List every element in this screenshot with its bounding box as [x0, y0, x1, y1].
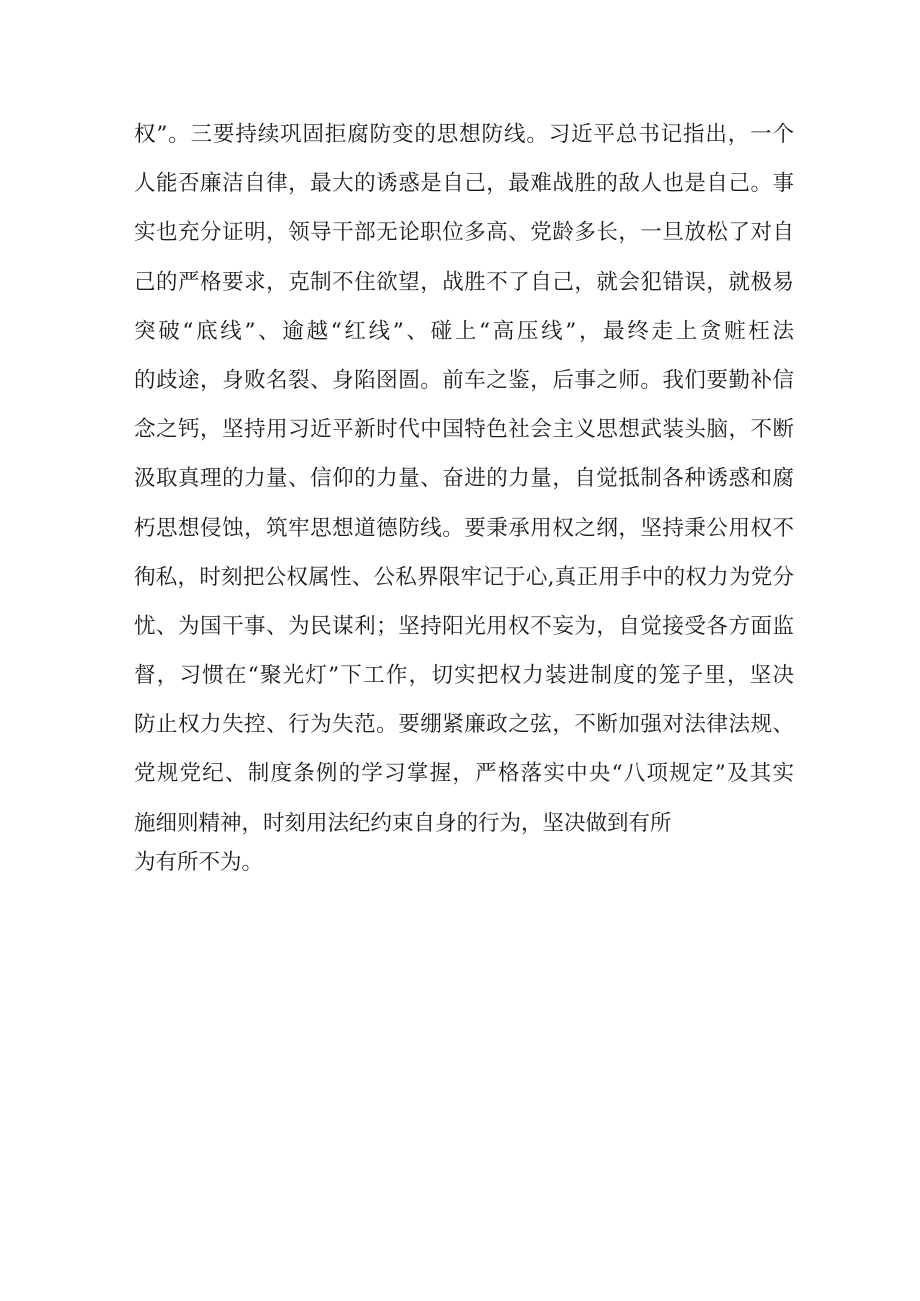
text-line: 念之钙，坚持用习近平新时代中国特色社会主义思想武装头脑，不断	[134, 417, 794, 443]
text-line: 汲取真理的力量、信仰的力量、奋进的力量，自觉抵制各种诱惑和腐	[134, 466, 794, 492]
text-line: 徇私，时刻把公权属性、公私界限牢记于心,真正用手中的权力为党分	[134, 564, 794, 590]
text-line: 的歧途，身败名裂、身陷囹圄。前车之鉴，后事之师。我们要勤补信	[134, 367, 794, 393]
text-line: 权”。三要持续巩固拒腐防变的思想防线。习近平总书记指出，一个	[134, 122, 794, 147]
text-line: 施细则精神，时刻用法纪约束自身的行为，坚决做到有所	[134, 810, 672, 836]
text-line: 为有所不为。	[134, 849, 264, 875]
text-line: 忧、为国干事、为民谋利；坚持阳光用权不妄为，自觉接受各方面监	[134, 613, 794, 639]
text-line: 人能否廉洁自律，最大的诱惑是自己，最难战胜的敌人也是自己。事	[134, 171, 794, 197]
text-line: 实也充分证明，领导干部无论职位多高、党龄多长，一旦放松了对自	[134, 220, 794, 246]
text-line: 防止权力失控、行为失范。要绷紧廉政之弦，不断加强对法律法规、	[134, 712, 794, 738]
text-line: 己的严格要求，克制不住欲望，战胜不了自己，就会犯错误，就极易	[134, 269, 794, 295]
text-line: 督，习惯在“聚光灯”下工作，切实把权力装进制度的笼子里，坚决	[134, 663, 794, 689]
body-paragraph	[134, 110, 794, 888]
text-line: 党规党纪、制度条例的学习掌握，严格落实中央“八项规定”及其实	[134, 761, 794, 787]
text-line: 突破“底线”、逾越“红线”、碰上“高压线”，最终走上贪赃枉法	[134, 318, 794, 344]
text-line: 朽思想侵蚀，筑牢思想道德防线。要秉承用权之纲，坚持秉公用权不	[134, 515, 794, 541]
